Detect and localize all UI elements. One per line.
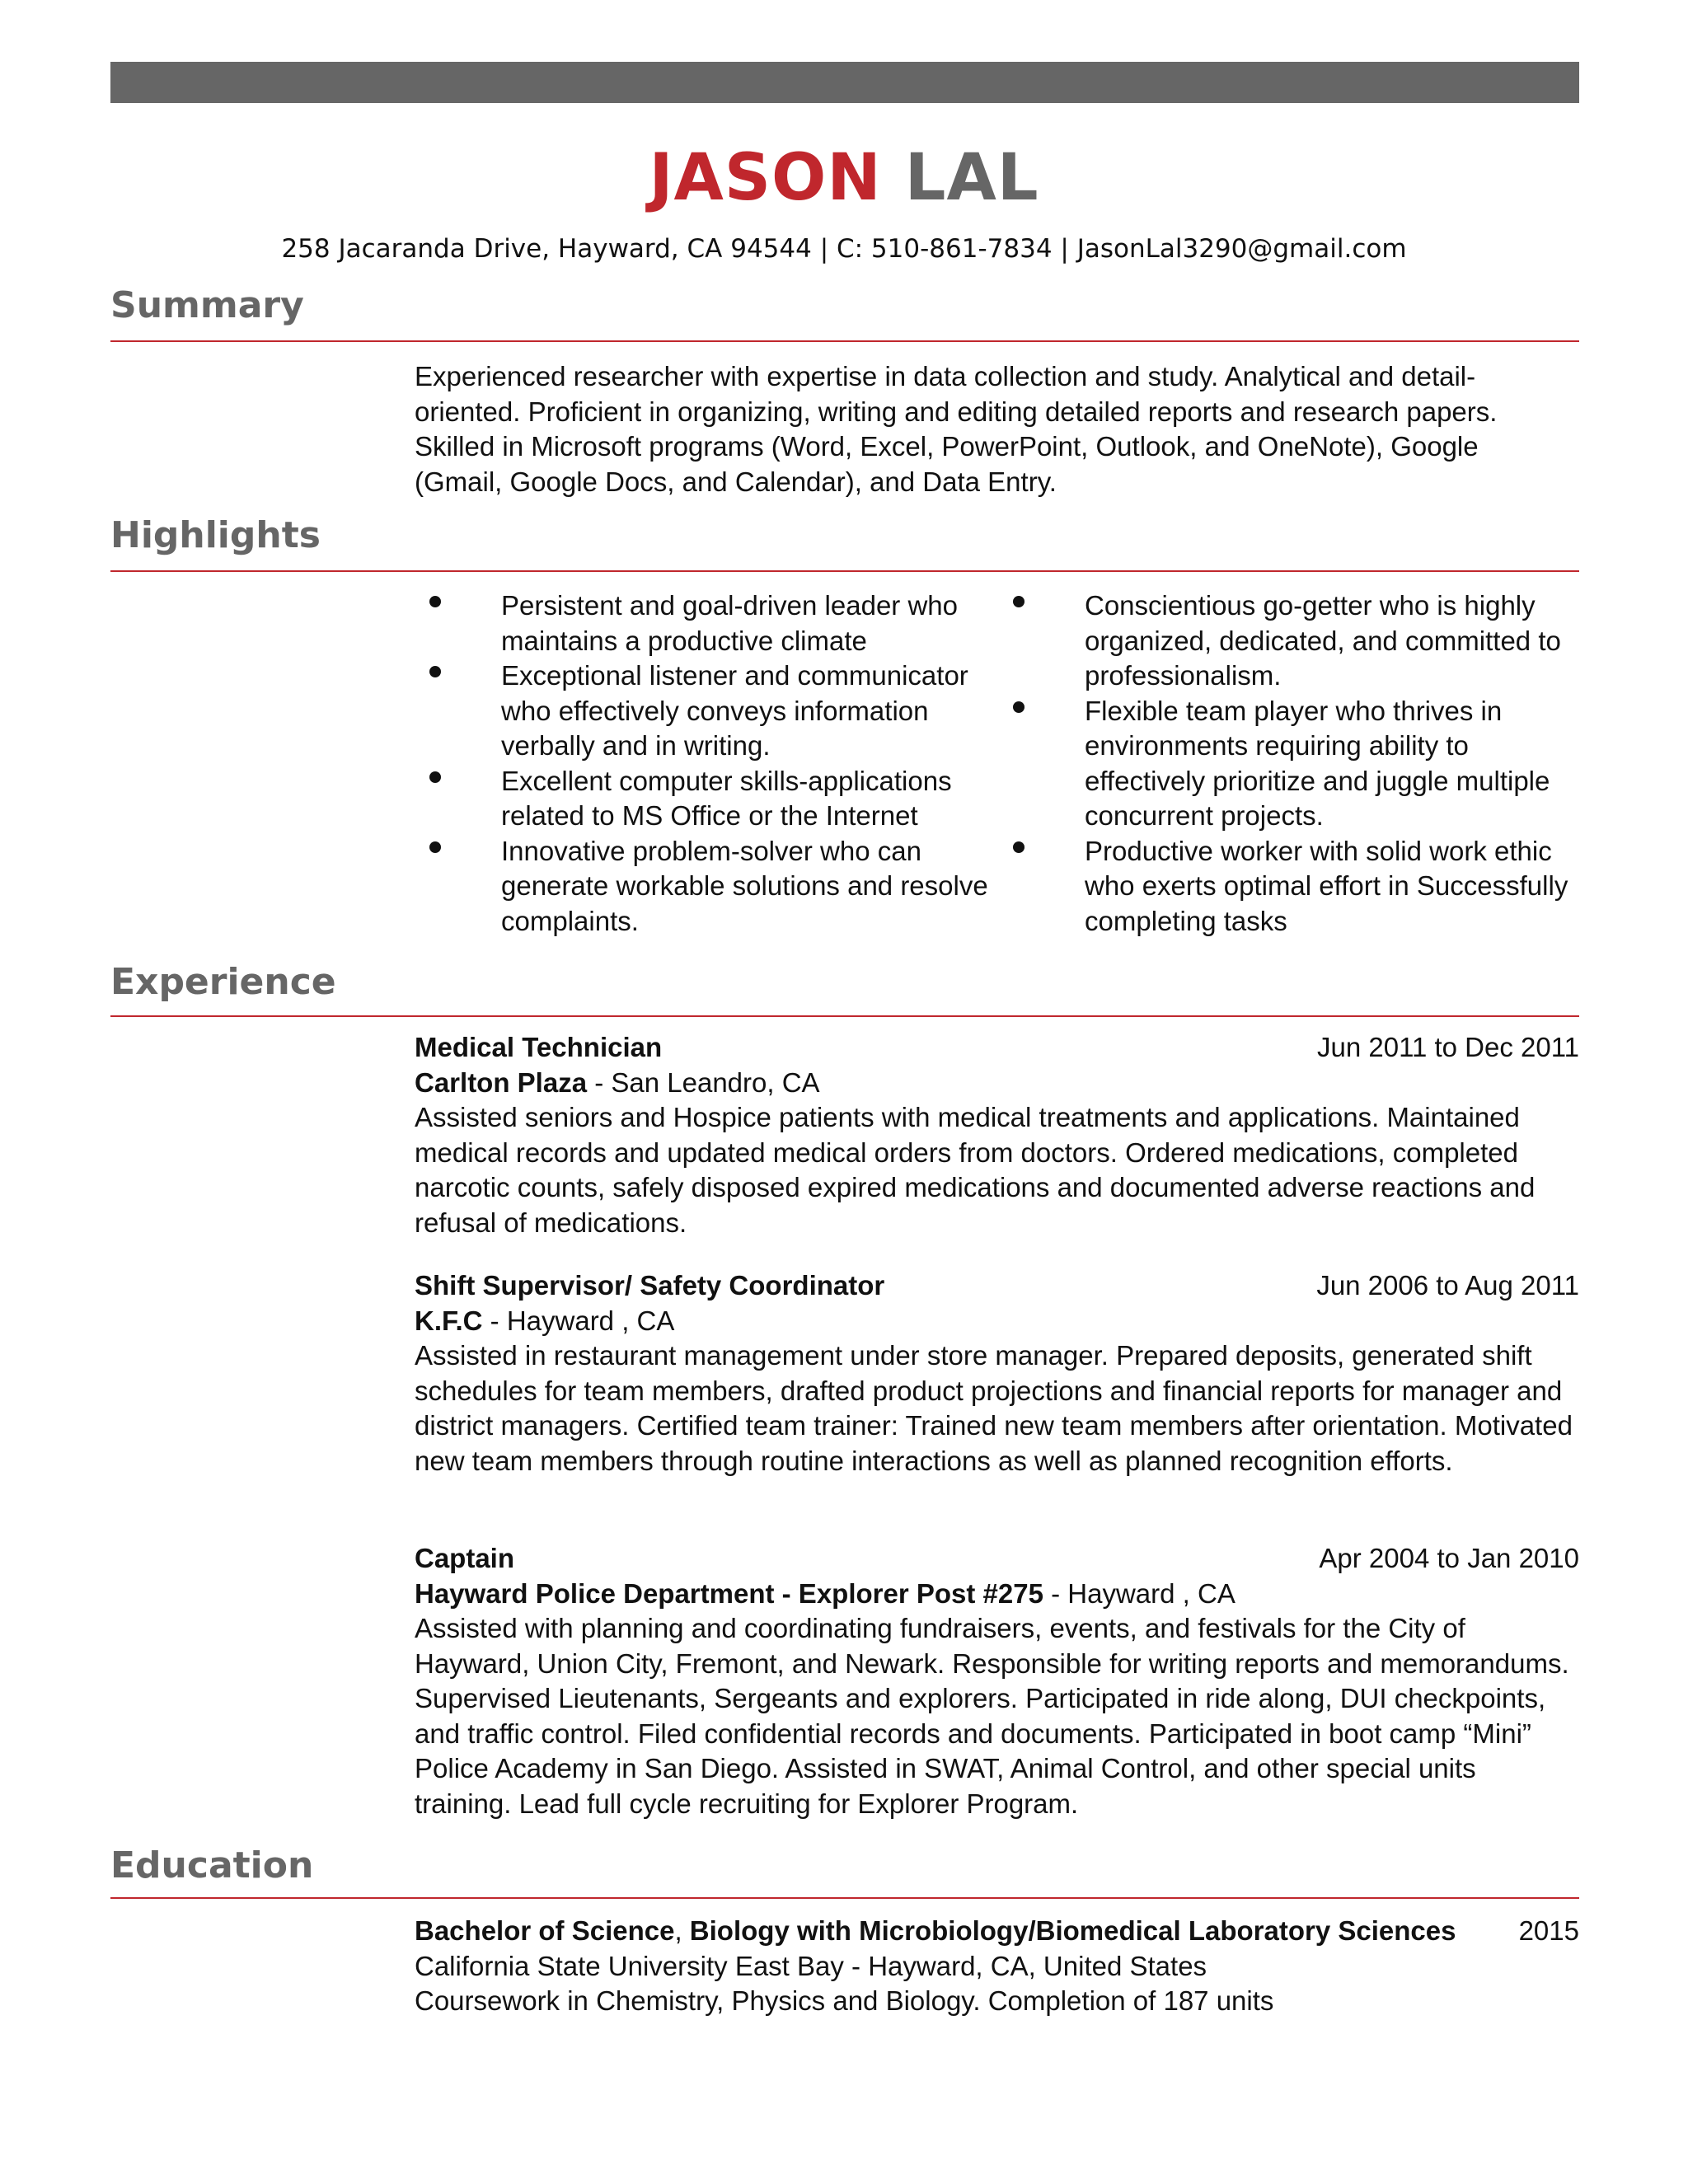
education-heading: Education <box>110 1844 314 1886</box>
job-employer: Hayward Police Department - Explorer Post #275 <box>415 1577 1043 1609</box>
job-title: Captain <box>415 1543 515 1573</box>
list-item: Flexible team player who thrives in environments requiring ability to effectively prioritize and juggle multiple concurrent projects. <box>998 694 1592 834</box>
list-item: Excellent computer skills-applications related to MS Office or the Internet <box>415 764 992 834</box>
job-employer: Carlton Plaza <box>415 1066 588 1098</box>
highlights-left-list <box>415 588 992 939</box>
job-dates: Jun 2006 to Aug 2011 <box>1316 1270 1579 1301</box>
highlights-heading: Highlights <box>110 514 321 556</box>
highlights-right-list <box>998 588 1592 939</box>
list-item: Exceptional listener and communicator who effectively conveys information verbally and in writing. <box>415 658 992 764</box>
school: California State University East Bay - Hayward, CA, United States <box>415 1950 1207 1981</box>
job-entry <box>415 1541 1579 1821</box>
coursework: Coursework in Chemistry, Physics and Biology. Completion of 187 units <box>415 1985 1274 2016</box>
job-description: Assisted seniors and Hospice patients with medical treatments and applications. Maintained medical records and updated medical orders from doctors. Ordered medications, completed narcotic counts, safely disposed expired medications and documented adverse reactions and refusal of medications. <box>415 1102 1536 1238</box>
job-title: Medical Technician <box>415 1032 663 1062</box>
first-name: JASON <box>649 141 882 215</box>
job-location: - San Leandro, CA <box>587 1066 820 1098</box>
experience-divider <box>110 1015 1579 1017</box>
job-employer: K.F.C <box>415 1305 483 1336</box>
highlights-divider <box>110 570 1579 572</box>
contact-line: 258 Jacaranda Drive, Hayward, CA 94544 | C: 510-861-7834 | JasonLal3290@gmail.com <box>281 234 1407 264</box>
job-entry <box>415 1268 1579 1479</box>
education-entry <box>415 1914 1579 2019</box>
bullet-icon <box>429 771 441 783</box>
job-title: Shift Supervisor/ Safety Coordinator <box>415 1270 885 1301</box>
candidate-name <box>0 138 1688 218</box>
bullet-icon <box>1013 841 1025 853</box>
experience-heading: Experience <box>110 961 336 1003</box>
degree: Bachelor of Science <box>415 1915 675 1946</box>
bullet-icon <box>1013 596 1025 607</box>
list-item: Conscientious go-getter who is highly organized, dedicated, and committed to professionalism. <box>998 588 1592 694</box>
summary-heading: Summary <box>110 284 304 326</box>
job-location: - Hayward , CA <box>482 1305 675 1336</box>
list-item: Persistent and goal-driven leader who maintains a productive climate <box>415 588 992 658</box>
graduation-year: 2015 <box>1518 1915 1579 1946</box>
job-description: Assisted with planning and coordinating fundraisers, events, and festivals for the City of Hayward, Union City, Fremont, and Newark. Responsible for writing reports and memorandums. Supervised Lieutenants, Sergeants and explorers. Participated in ride along, DUI checkpoints, and traffic control. Filed confidential records and documents. Participated in boot camp “Mini” Police Academy in San Diego. Assisted in SWAT, Animal Control, and other special units training. Lead full cycle recruiting for Explorer Program. <box>415 1613 1569 1819</box>
job-entry <box>415 1030 1579 1240</box>
degree-separator: , <box>674 1915 690 1946</box>
job-dates: Apr 2004 to Jan 2010 <box>1319 1543 1579 1573</box>
field-of-study: Biology with Microbiology/Biomedical Laboratory Sciences <box>689 1915 1456 1946</box>
bullet-icon <box>429 596 441 607</box>
header-bar <box>110 62 1579 103</box>
bullet-icon <box>429 666 441 677</box>
education-divider <box>110 1897 1579 1899</box>
job-dates: Jun 2011 to Dec 2011 <box>1316 1032 1579 1062</box>
job-location: - Hayward , CA <box>1043 1577 1236 1609</box>
job-description: Assisted in restaurant management under store manager. Prepared deposits, generated shift schedules for team members, drafted product projections and financial reports for manager and district managers. Certified team trainer: Trained new team members after orientation. Motivated new team members through routine interactions as well as planned recognition efforts. <box>415 1340 1573 1476</box>
list-item: Productive worker with solid work ethic who exerts optimal effort in Successfully completing tasks <box>998 834 1592 940</box>
last-name: LAL <box>904 141 1039 215</box>
summary-divider <box>110 340 1579 342</box>
bullet-icon <box>429 841 441 853</box>
bullet-icon <box>1013 701 1025 713</box>
summary-text: Experienced researcher with expertise in data collection and study. Analytical and detail-oriented. Proficient in organizing, writing and editing detailed reports and research papers. Skilled in Microsoft programs (Word, Excel, PowerPoint, Outlook, and OneNote), Google (Gmail, Google Docs, and Calendar), and Data Entry. <box>415 361 1498 497</box>
list-item: Innovative problem-solver who can generate workable solutions and resolve complaints. <box>415 834 992 940</box>
